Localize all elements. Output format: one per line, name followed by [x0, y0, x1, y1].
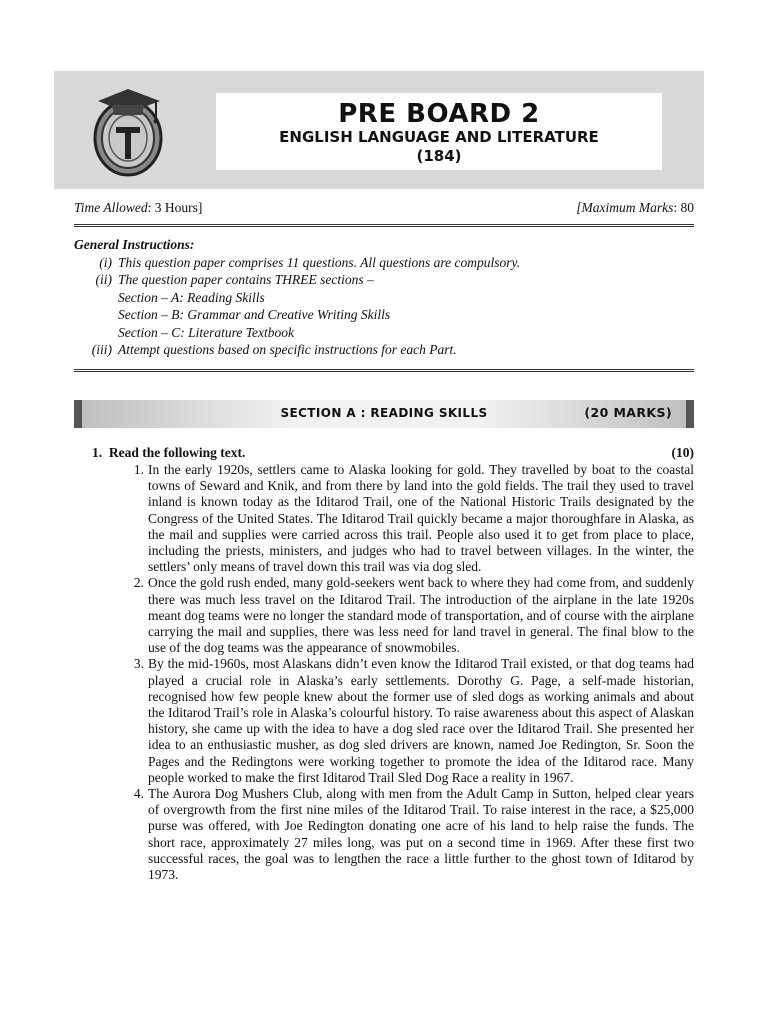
section-list-item: Section – C: Literature Textbook: [118, 324, 294, 340]
instruction-item: (ii) The question paper contains THREE sections –: [95, 272, 374, 287]
instruction-item: (iii) Attempt questions based on specific instructions for each Part.: [91, 342, 457, 357]
passage-paragraph: 1. In the early 1920s, settlers came to Alaska looking for gold. They travelled by boat to the coastal towns of Seward and Knik, and from there by land into the gold fields. The trail they used to travel inland is known today as the Iditarod Trail, one of the National Historic Trails designated by the Congress of the United States. The Iditarod Trail quickly became a major thoroughfare in Alaska, as the mail and supplies were carried across this trail. People also used it to get from place to place, including the priests, ministers, and judges who had to travel between villages. In the winter, the settlers’ only means of travel down this trail was via dog sled.: [133, 462, 694, 575]
section-list-item: Section – B: Grammar and Creative Writing Skills: [118, 307, 391, 322]
divider: [74, 369, 694, 372]
time-allowed: Time Allowed: 3 Hours]: [74, 200, 203, 215]
exam-meta: [74, 200, 694, 216]
section-a-label: SECTION A : READING SKILLS: [280, 406, 488, 420]
passage-paragraph: 2. Once the gold rush ended, many gold-seekers went back to where they had come from, and suddenly there was much less travel on the Iditarod Trail. The introduction of the airplane in the late 1920s meant dog teams were no longer the standard mode of transportation, and of course with the airplane carrying the mail and supplies, there was less need for land travel in general. The final blow to the use of the dog teams was the appearance of snowmobiles.: [133, 575, 694, 656]
instructions-heading: General Instructions:: [74, 237, 195, 252]
passage-paragraph: 4. The Aurora Dog Mushers Club, along with men from the Adult Camp in Sutton, helped clear years of overgrowth from the first nine miles of the Iditarod Trail. To raise interest in the race, a $25,000 purse was offered, with Joe Redington donating one acre of his land to help raise the funds. The short race, approximately 27 miles long, was put on a second time in 1969. After these first two successful races, the goal was to lengthen the race a little further to the ghost town of Iditarod by 1973.: [133, 786, 694, 883]
section-a-banner: [74, 400, 694, 428]
passage: [92, 462, 694, 883]
question-1-marks: (10): [671, 445, 694, 460]
passage-paragraph: 3. By the mid-1960s, most Alaskans didn’t even know the Iditarod Trail existed, or that dog teams had played a crucial role in Alaska’s early settlements. Dorothy G. Page, a self-made historian, recognised how few people knew about the former use of sled dogs as working animals and about the Iditarod Trail’s role in Alaska’s colourful history. To raise awareness about this aspect of Alaskan history, she came up with the idea to have a dog sled race over the Iditarod Trail. She presented her idea to an enthusiastic musher, as dog sled drivers are known, named Joe Redington, Sr. Soon the Pages and the Redingtons were working together to promote the idea of the Iditarod race. Many people worked to make the first Iditarod Trail Sled Dog Race a reality in 1967.: [133, 656, 694, 785]
section-a-marks: (20 MARKS): [584, 405, 672, 420]
question-1-header: 1. Read the following text. (10): [92, 445, 694, 460]
paper-code: (184): [416, 147, 462, 165]
question-1-text: Read the following text.: [108, 445, 246, 460]
paper-subject: ENGLISH LANGUAGE AND LITERATURE: [279, 128, 599, 146]
graduation-cap-t-logo-icon: [90, 83, 166, 179]
maximum-marks: [Maximum Marks: 80: [576, 200, 694, 215]
section-list-item: Section – A: Reading Skills: [118, 289, 265, 305]
paper-title: PRE BOARD 2: [338, 99, 540, 129]
general-instructions: [74, 236, 694, 359]
page-header: [54, 71, 704, 189]
title-box: [216, 93, 662, 170]
divider: [74, 224, 694, 227]
instruction-item: (i) This question paper comprises 11 questions. All questions are compulsory.: [99, 254, 521, 270]
